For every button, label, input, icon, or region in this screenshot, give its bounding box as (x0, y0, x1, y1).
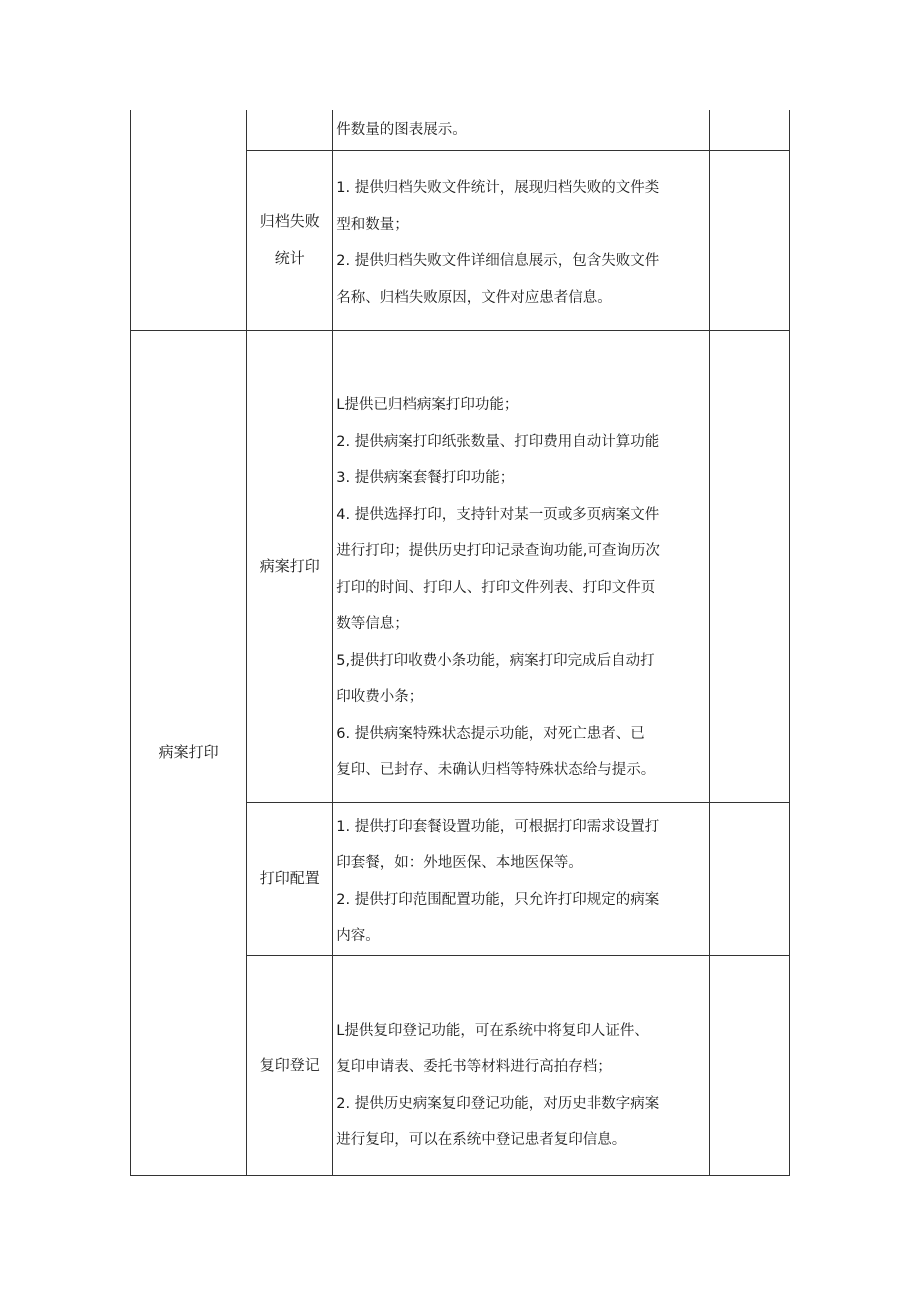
description-line: 2. 提供病案打印纸张数量、打印费用自动计算功能 (336, 433, 660, 450)
description-line: 复印申请表、委托书等材料进行高拍存档； (336, 1059, 612, 1075)
description-line: 进行复印，可以在系统中登记患者复印信息。 (336, 1132, 627, 1148)
subcategory-cell (247, 955, 333, 1175)
description-line: 打印的时间、打印人、打印文件列表、打印文件页 (336, 579, 656, 596)
remark-cell (709, 955, 789, 1175)
subcategory-cell-empty (247, 110, 333, 150)
remark-cell (709, 802, 789, 955)
subcategory-cell (247, 802, 333, 955)
description-line: 件数量的图表展示。 (336, 121, 467, 138)
description-line: 进行打印；提供历史打印记录查询功能,可查询历次 (336, 543, 660, 560)
description-line: 3. 提供病案套餐打印功能； (336, 470, 515, 487)
description-line: 1. 提供打印套餐设置功能，可根据打印需求设置打 (336, 818, 660, 835)
description-cell (333, 802, 710, 955)
description-line: 5,提供打印收费小条功能，病案打印完成后自动打 (336, 652, 655, 669)
remark-cell (709, 150, 789, 330)
description-cell (333, 150, 710, 330)
description-line: 2. 提供历史病案复印登记功能，对历史非数字病案 (336, 1095, 660, 1112)
description-line: 印套餐，如：外地医保、本地医保等。 (336, 855, 583, 871)
description-line: 复印、已封存、未确认归档等特殊状态给与提示。 (336, 762, 656, 779)
description-line: 数等信息； (336, 616, 409, 633)
subcategory-label: 打印配置 (259, 869, 320, 887)
subcategory-cell (247, 330, 333, 802)
category-cell-empty (131, 110, 247, 330)
requirements-table (130, 110, 790, 1176)
subcategory-label: 病案打印 (259, 556, 320, 575)
subcategory-label: 复印登记 (259, 1055, 320, 1074)
category-label: 病案打印 (158, 743, 219, 761)
description-line: 印收费小条； (336, 689, 424, 706)
description-line: L提供复印登记功能，可在系统中将复印人证件、 (336, 1022, 649, 1039)
description-line: 6. 提供病案特殊状态提示功能，对死亡患者、已 (336, 725, 645, 742)
description-line: 4. 提供选择打印，支持针对某一页或多页病案文件 (336, 506, 660, 523)
description-line: 1. 提供归档失败文件统计，展现归档失败的文件类 (336, 180, 660, 196)
description-line: 型和数量； (336, 216, 409, 233)
subcategory-cell (247, 150, 333, 330)
table-row (131, 330, 790, 802)
description-line: 2. 提供归档失败文件详细信息展示，包含失败文件 (336, 253, 660, 269)
description-cell (333, 110, 710, 150)
description-cell (333, 955, 710, 1175)
description-line: 2. 提供打印范围配置功能，只允许打印规定的病案 (336, 891, 660, 908)
description-line: L提供已归档病案打印功能； (336, 397, 519, 414)
remark-cell (709, 110, 789, 150)
description-cell (333, 330, 710, 802)
subcategory-label: 归档失败统计 (259, 212, 320, 267)
category-cell (131, 330, 247, 1175)
table-row (131, 110, 790, 150)
remark-cell (709, 330, 789, 802)
description-line: 名称、归档失败原因，文件对应患者信息。 (336, 289, 612, 306)
description-line: 内容。 (336, 928, 380, 944)
